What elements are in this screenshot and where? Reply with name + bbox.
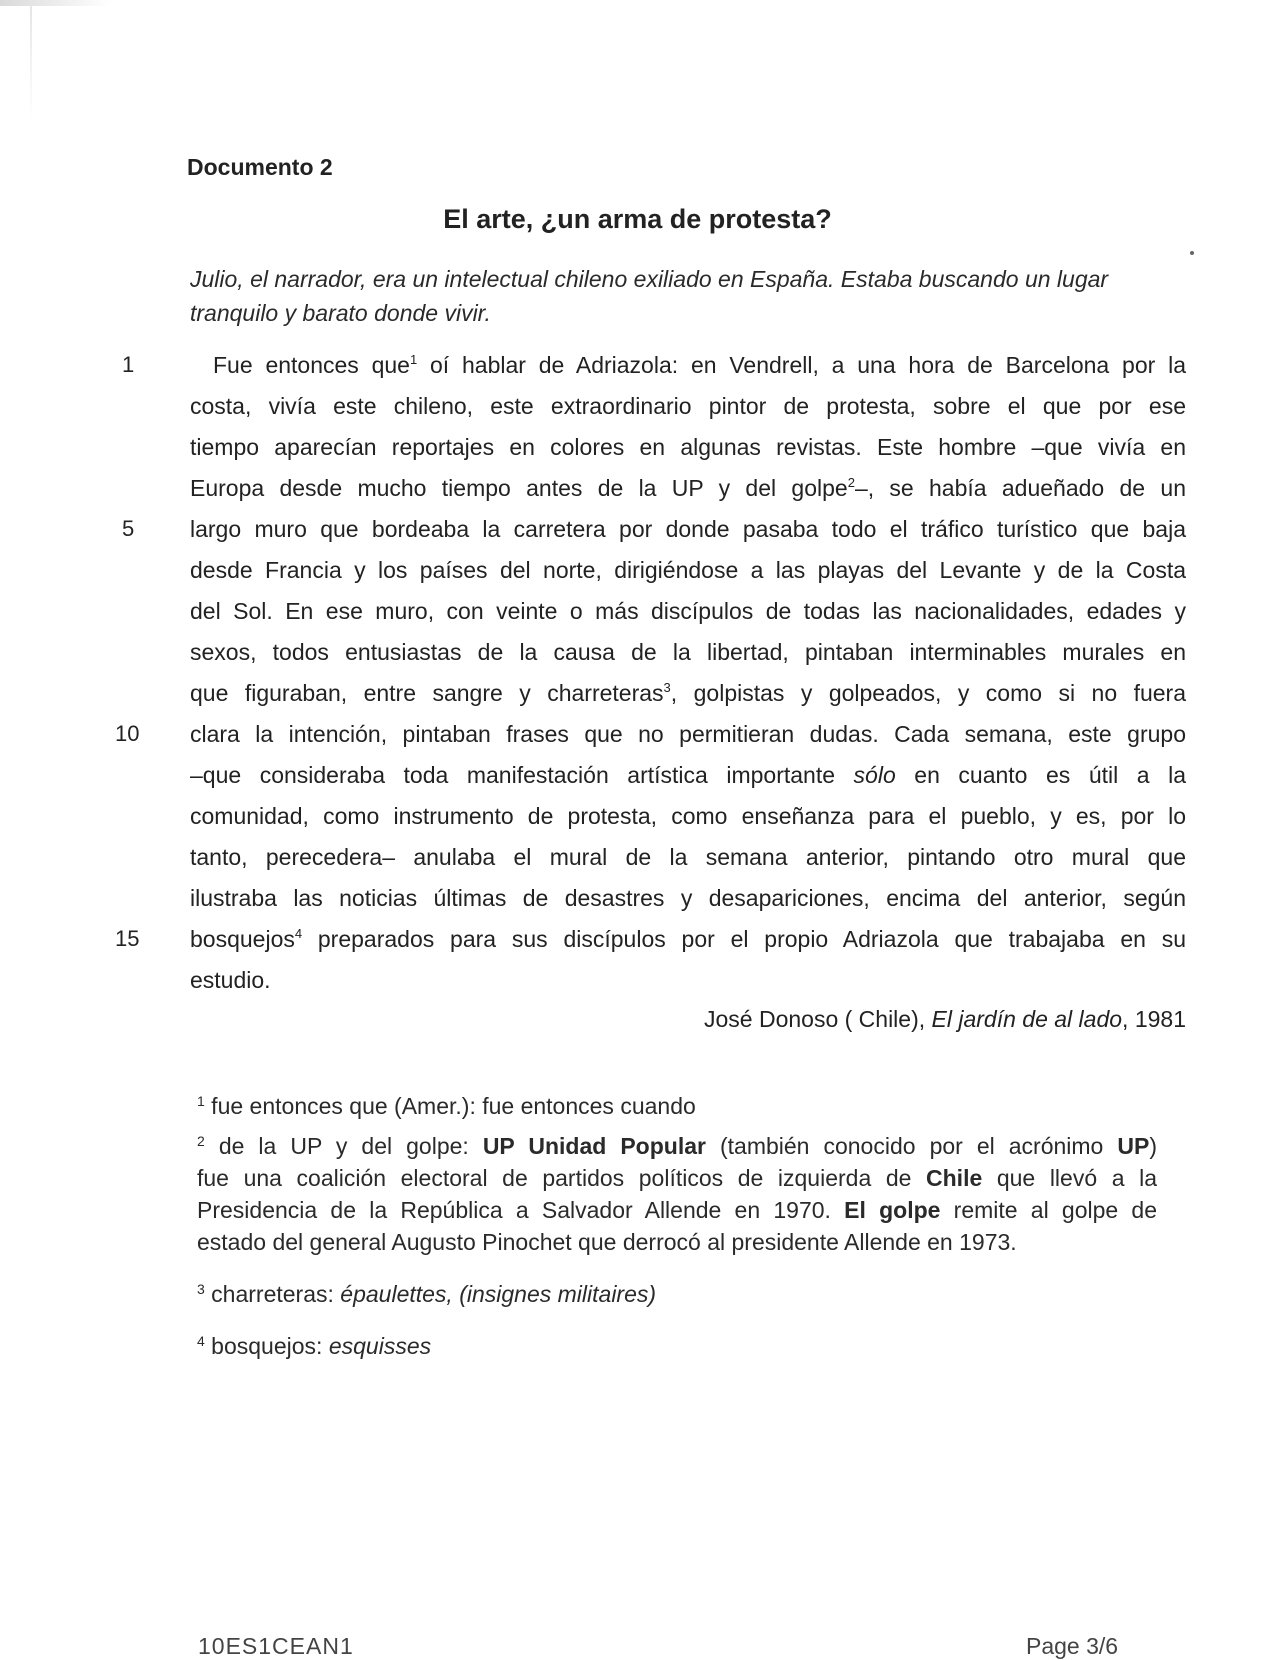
text-line: costa, vivía este chileno, este extraordinario pintor de protesta, sobre el que por ese <box>190 393 1186 419</box>
text-line: sexos, todos entusiastas de la causa de la libertad, pintaban interminables murales en <box>190 639 1186 665</box>
scan-dot <box>1190 251 1194 255</box>
line-number-5: 5 <box>122 516 135 541</box>
scan-edge <box>0 0 110 6</box>
footnote-2-line: Presidencia de la República a Salvador Allende en 1970. El golpe remite al golpe de <box>197 1197 1157 1223</box>
line-number-10: 10 <box>115 721 140 746</box>
source-citation: José Donoso ( Chile), El jardín de al lado, 1981 <box>703 1006 1186 1032</box>
text-line: bosquejos$^4$ preparados para sus discípulos por el propio Adriazola que trabajaba en su <box>190 926 1186 952</box>
footnote-2-line: estado del general Augusto Pinochet que derrocó al presidente Allende en 1973. <box>197 1229 1017 1255</box>
text-line: ilustraba las noticias últimas de desastres y desapariciones, encima del anterior, según <box>190 885 1186 911</box>
scan-edge-vertical <box>30 0 32 120</box>
footnote-3: $^3$ charreteras: épaulettes, (insignes militaires) <box>197 1281 657 1307</box>
text-line: largo muro que bordeaba la carretera por donde pasaba todo el tráfico turístico que baja <box>190 516 1186 542</box>
document-title: El arte, ¿un arma de protesta? <box>443 204 832 234</box>
footnote-4: $^4$ bosquejos: esquisses <box>197 1333 432 1359</box>
text-line: desde Francia y los países del norte, dirigiéndose a las playas del Levante y de la Costa <box>190 557 1186 583</box>
document-label: Documento 2 <box>187 154 333 180</box>
footnote-1: $^1$ fue entonces que (Amer.): fue entonces cuando <box>197 1093 696 1119</box>
footnote-2-line: $^2$ de la UP y del golpe: UP Unidad Popular (también conocido por el acrónimo UP) <box>197 1133 1157 1159</box>
text-line: tanto, perecedera– anulaba el mural de la semana anterior, pintando otro mural que <box>190 844 1186 870</box>
text-line: estudio. <box>190 967 271 993</box>
text-line: Fue entonces que$^1$ oí hablar de Adriazola: en Vendrell, a una hora de Barcelona por la <box>213 352 1186 378</box>
intro-text: Julio, el narrador, era un intelectual chileno exiliado en España. Estaba buscando un lugar tranquilo y barato donde vivir. <box>190 266 1109 326</box>
text-line: Europa desde mucho tiempo antes de la UP y del golpe$^2$–, se había adueñado de un <box>190 475 1186 501</box>
text-line: comunidad, como instrumento de protesta, como enseñanza para el pueblo, y es, por lo <box>190 803 1186 829</box>
text-line: –que consideraba toda manifestación artística importante sólo en cuanto es útil a la <box>190 762 1186 788</box>
text-line: del Sol. En ese muro, con veinte o más discípulos de todas las nacionalidades, edades y <box>190 598 1186 624</box>
footer-page-number: Page 3/6 <box>1026 1633 1119 1659</box>
text-line: que figuraban, entre sangre y charreteras$^3$, golpistas y golpeados, y como si no fuera <box>190 680 1187 706</box>
footer-exam-code: 10ES1CEAN1 <box>198 1633 354 1659</box>
text-line: tiempo aparecían reportajes en colores en algunas revistas. Este hombre –que vivía en <box>190 434 1186 460</box>
footnote-2-line: fue una coalición electoral de partidos políticos de izquierda de Chile que llevó a la <box>197 1165 1157 1191</box>
line-number-15: 15 <box>115 926 140 951</box>
text-line: clara la intención, pintaban frases que no permitieran dudas. Cada semana, este grupo <box>190 721 1186 747</box>
footnote-2 <box>197 1130 1157 1258</box>
line-number-1: 1 <box>122 352 135 377</box>
